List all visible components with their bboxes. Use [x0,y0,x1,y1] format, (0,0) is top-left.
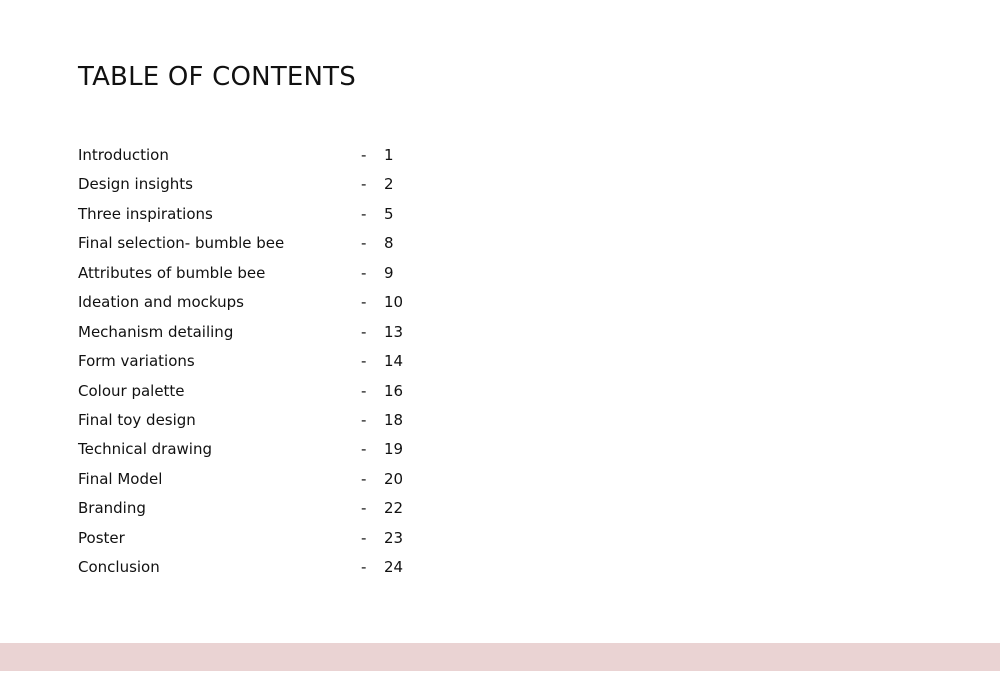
toc-entry-separator: - [361,263,367,282]
toc-entry-separator: - [361,293,367,312]
toc-entry-title: Branding [78,499,146,518]
toc-entry-page: 22 [384,499,404,518]
toc-entry [78,377,438,406]
toc-entry-title: Ideation and mockups [78,293,244,312]
toc-entry-title: Attributes of bumble bee [78,263,266,282]
toc-entry-title: Design insights [78,175,193,194]
toc-entry-separator: - [361,440,367,459]
toc-entry-page: 8 [384,234,394,253]
toc-entry-separator: - [361,146,367,164]
toc-entry-page: 13 [384,322,404,341]
toc-entry-title: Three inspirations [78,204,213,223]
toc-entry-title: Final toy design [78,410,196,429]
toc-entry-page: 2 [384,175,394,194]
toc-entry [78,406,438,435]
toc-entry-page: 19 [384,440,404,459]
toc-entry-title: Final Model [78,469,163,488]
toc-entry [78,200,438,229]
toc-entry [78,494,438,523]
toc-entry-separator: - [361,381,367,400]
toc-entry-title: Introduction [78,146,169,164]
toc-entry-title: Colour palette [78,381,185,400]
toc-entry [78,170,438,199]
toc-entry-separator: - [361,234,367,253]
toc-entry-title: Mechanism detailing [78,322,234,341]
toc-entry-title: Technical drawing [78,440,212,459]
toc-entry-page: 9 [384,263,394,282]
toc-entry-separator: - [361,352,367,371]
toc-entry [78,229,438,258]
toc-entry-separator: - [361,322,367,341]
toc-entry [78,435,438,464]
toc-entry [78,288,438,317]
toc-entry-separator: - [361,410,367,429]
toc-entry-page: 1 [384,146,394,164]
footer-color-band [0,643,1000,671]
toc-entry-page: 18 [384,410,404,429]
toc-entry [78,259,438,288]
toc-entry-separator: - [361,175,367,194]
toc-entry [78,465,438,494]
toc-entry-page: 5 [384,204,394,223]
toc-entry-page: 24 [384,558,404,577]
page-title: TABLE OF CONTENTS [78,62,356,92]
toc-entry-title: Form variations [78,352,195,371]
toc-entry-separator: - [361,499,367,518]
toc-entry [78,553,438,582]
toc-entry-title: Poster [78,528,125,547]
toc-entry-separator: - [361,469,367,488]
toc-entry-title: Final selection- bumble bee [78,234,285,253]
toc-entry-separator: - [361,528,367,547]
toc-entry-page: 16 [384,381,404,400]
toc-entry-page: 20 [384,469,404,488]
toc-entry [78,347,438,376]
toc-entry-page: 10 [384,293,404,312]
toc-entry-separator: - [361,204,367,223]
toc-entry [78,318,438,347]
toc-entry [78,141,438,170]
table-of-contents [78,141,438,583]
toc-entry-separator: - [361,558,367,577]
toc-entry [78,524,438,553]
toc-entry-page: 23 [384,528,404,547]
toc-entry-page: 14 [384,352,404,371]
toc-entry-title: Conclusion [78,558,160,577]
